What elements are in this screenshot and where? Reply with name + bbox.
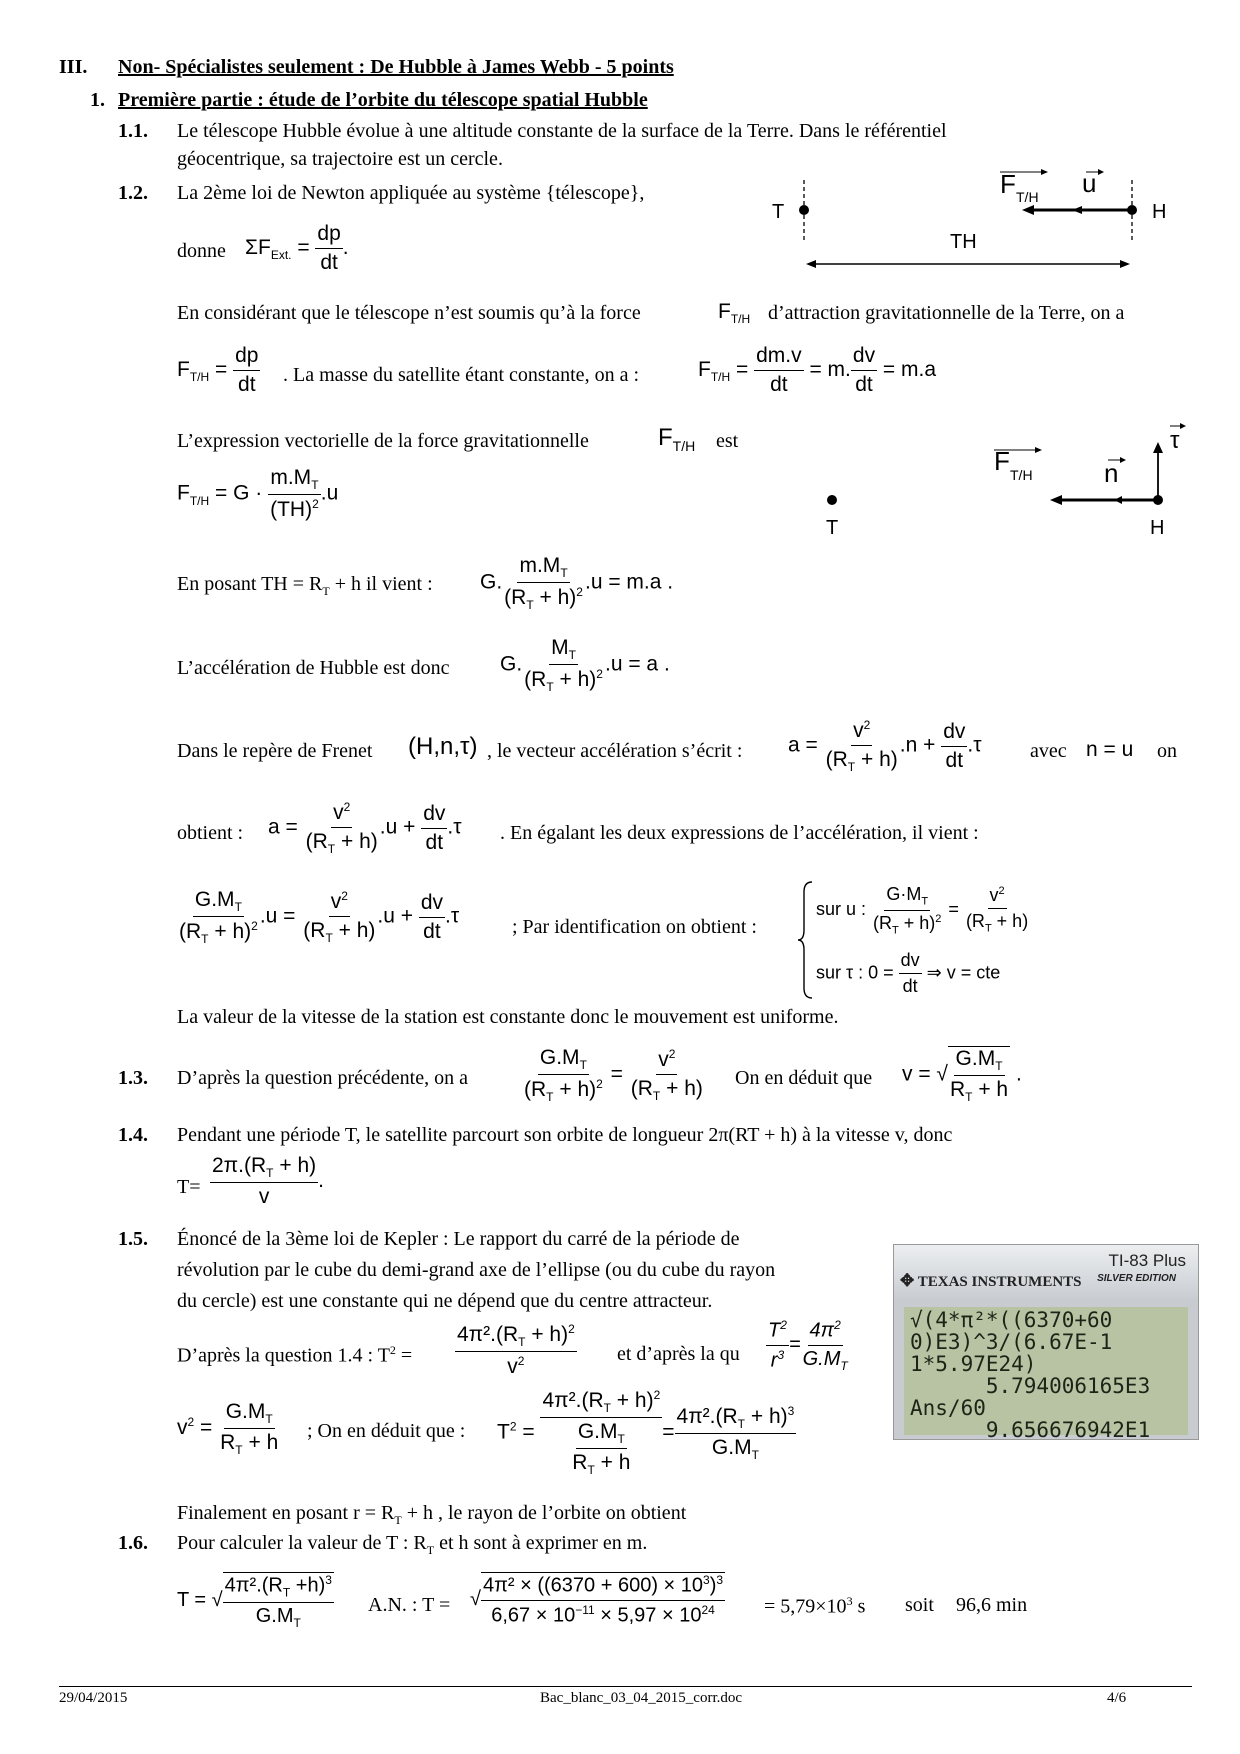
calculator-edition: SILVER EDITION	[1097, 1273, 1176, 1284]
q1-6-soit: soit	[905, 1594, 934, 1616]
calc-line: 1*5.97E24)	[910, 1352, 1037, 1376]
newton-force-equation: $F_{T/H}$ = $\frac{dp}{dt}$	[177, 344, 259, 396]
obtient-acceleration: a = $\frac{v^2}{(R_T + h)}$ .u + $\frac{dv}{dt}$ .τ	[268, 800, 462, 857]
q1-2-acc: L’accélération de Hubble est donc	[177, 657, 450, 679]
identification-tau: sur τ : 0 = $\frac{dv}{dt}$ ⇒ v = cte	[816, 950, 1001, 996]
period-final-formula: T = √ $\frac{4\pi^2.(R_T +h)^3}{G.M_T}$	[177, 1573, 332, 1630]
q1-2-posant: En posant TH = $R_T + h$ il vient :	[177, 573, 433, 598]
diagram1-T-label: T	[772, 201, 785, 223]
q1-4-number: 1.4.	[118, 1124, 148, 1146]
earth-point	[799, 205, 809, 215]
t2-derivation: $T^2$ = $\frac{4\pi^2.(R_T + h)^2}{\frac{G.M_T}{R_T + h}}$ = $\frac{4\pi^2.(R_T + h)^3}{G.M_T}$	[497, 1388, 795, 1478]
system-brace	[796, 880, 816, 1000]
diagram-frenet	[818, 420, 1198, 540]
footer-divider	[59, 1686, 1192, 1687]
q1-2-egalant: . En égalant les deux expressions de l’accélération, il vient :	[500, 822, 979, 844]
q1-2-force-line-b: d’attraction gravitationnelle de la Terre, on a	[768, 302, 1125, 324]
diagram1-TH-label: TH	[950, 231, 977, 253]
q1-5-et: et d’après la qu	[617, 1343, 740, 1365]
v2-formula: $v^2$ = $\frac{G.M_T}{R_T + h}$	[177, 1400, 279, 1458]
q1-2-on: on	[1157, 740, 1177, 762]
diagram2-tau-label: τ	[1170, 427, 1180, 454]
q1-6-text: Pour calculer la valeur de T : $R_T$ et h sont à exprimer en m.	[177, 1532, 648, 1557]
period-numeric-application: √ $\frac{4\pi^2 \times ((6370 + 600) \times 10^3)^3}{6,67 \times 10^{-11} \times 5,97 \times 10^{24}}$	[470, 1573, 724, 1627]
q1-2-line1: La 2ème loi de Newton appliquée au système {télescope},	[177, 182, 645, 204]
footer-page: 4/6	[1107, 1690, 1127, 1706]
diagram2-force-sub: T/H	[1010, 467, 1033, 483]
footer-date: 29/04/2015	[59, 1690, 128, 1706]
section-number: III.	[59, 56, 88, 78]
part-title: Première partie : étude de l’orbite du télescope spatial Hubble	[118, 89, 648, 111]
q1-6-number: 1.6.	[118, 1532, 148, 1554]
q1-2-expr-vect-b: est	[716, 430, 739, 452]
q1-3-b: On en déduit que	[735, 1067, 873, 1089]
q1-2-donne: donne	[177, 240, 226, 262]
q1-5-number: 1.5.	[118, 1228, 148, 1250]
q1-3-a: D’après la question précédente, on a	[177, 1067, 468, 1089]
q1-1-line1: Le télescope Hubble évolue à une altitude constante de la surface de la Terre. Dans le référentiel	[177, 120, 947, 142]
q1-5-line2: révolution par le cube du demi-grand axe de l’ellipse (ou du cube du rayon	[177, 1259, 776, 1281]
velocity-formula: v = √ $\frac{G.M_T}{R_T + h}$ .	[902, 1047, 1022, 1105]
frenet-frame: (H,n,τ)	[408, 733, 478, 760]
calc-line: 9.656676942E1	[910, 1418, 1151, 1442]
diagram1-force-sub: T/H	[1016, 189, 1039, 205]
q1-2-force-line-a: En considérant que le télescope n’est soumis qu’à la force	[177, 302, 641, 324]
calculator-screenshot	[893, 1244, 1199, 1440]
q1-1-number: 1.1.	[118, 120, 148, 142]
q1-5-line3: du cercle) est une constante qui ne dépend que du centre attracteur.	[177, 1290, 713, 1312]
kepler-ratio: $\frac{T^2}{r^3}$ = $\frac{4\pi^2}{G.M_T}$	[768, 1318, 848, 1373]
q1-5-apres: D’après la question 1.4 : $T^2$ =	[177, 1343, 413, 1367]
q1-4-T: T=	[177, 1176, 201, 1198]
footer-file: Bac_blanc_03_04_2015_corr.doc	[540, 1690, 743, 1706]
q1-2-obtient: obtient :	[177, 822, 244, 844]
equality-equation: $\frac{G.M_T}{(R_T + h)^2}$ .u = $\frac{v^2}{(R_T + h)}$ .u + $\frac{dv}{dt}$ .τ	[179, 888, 460, 947]
ti-logo-icon: ✥	[900, 1271, 915, 1290]
calc-line: Ans/60	[910, 1396, 986, 1420]
q1-5-final: Finalement en posant $r = R_T + h$ , le rayon de l’orbite on obtient	[177, 1502, 687, 1527]
q1-2-avec: avec	[1030, 740, 1067, 762]
q1-5-line1: Énoncé de la 3ème loi de Kepler : Le rapport du carré de la période de	[177, 1228, 740, 1250]
q1-1-line2: géocentrique, sa trajectoire est un cercle.	[177, 148, 503, 170]
diagram1-u-label: u	[1082, 168, 1097, 198]
section-title: Non- Spécialistes seulement : De Hubble à James Webb - 5 points	[118, 56, 674, 78]
force-symbol-inline: $F_{T/H}$	[718, 300, 751, 327]
identification-u: sur u : $\frac{G\cdot M_T}{(R_T + h)^2}$ = $\frac{v^2}{(R_T + h)}$	[816, 884, 1029, 937]
diagram1-H-label: H	[1152, 201, 1167, 223]
force-symbol-inline-2: $F_{T/H}$	[658, 424, 696, 454]
diagram2-H-label: H	[1150, 517, 1165, 539]
diagram2-force-label: F	[994, 446, 1010, 476]
q1-2-conclusion: La valeur de la vitesse de la station est constante donc le mouvement est uniforme.	[177, 1006, 839, 1028]
calculator-brand: ✥ TEXAS INSTRUMENTS	[900, 1271, 1082, 1290]
period-result: = $5,79\times 10^3$ s	[764, 1594, 866, 1618]
calculator-display	[904, 1307, 1188, 1442]
calc-line: √(4*π²*((6370+60	[910, 1308, 1113, 1332]
diagram2-T-label: T	[826, 517, 839, 539]
acceleration-equation: G. $\frac{M_T}{(R_T + h)^2}$ .u = a .	[500, 636, 670, 695]
q1-4-text: Pendant une période T, le satellite parcourt son orbite de longueur 2π(RT + h) à la vitesse v, donc	[177, 1124, 953, 1146]
diagram-force-u	[760, 160, 1180, 270]
frenet-acceleration: a = $\frac{v^2}{(R_T + h)}$ .n + $\frac{dv}{dt}$ .τ	[788, 718, 982, 775]
part-number: 1.	[90, 89, 105, 111]
q1-2-number: 1.2.	[118, 182, 148, 204]
gravitation-equation: $F_{T/H} = G$ · $\frac{m.M_T}{(TH)^2}$ .u	[177, 466, 339, 522]
q1-2-expr-vect-a: L’expression vectorielle de la force gravitationnelle	[177, 430, 589, 452]
calculator-model: TI-83 Plus	[1108, 1251, 1186, 1270]
n-equals-u: n = u	[1086, 738, 1134, 761]
q1-2-identification: ; Par identification on obtient :	[512, 916, 757, 938]
calc-line: 5.794006165E3	[910, 1374, 1151, 1398]
q1-2-masse: . La masse du satellite étant constante, on a :	[283, 364, 639, 386]
q1-2-frenet-a: Dans le repère de Frenet	[177, 740, 373, 762]
diagram1-force-label: F	[1000, 169, 1016, 199]
q1-2-frenet-b: , le vecteur accélération s’écrit :	[487, 740, 743, 762]
period-minutes: 96,6 min	[956, 1594, 1028, 1616]
q1-3-equation: $\frac{G.M_T}{(R_T + h)^2}$ = $\frac{v^2}{(R_T + h)}$	[524, 1046, 703, 1105]
earth-point-2	[827, 495, 837, 505]
mass-equation: $F_{T/H}$ = $\frac{dm.v}{dt}$ = m. $\frac{dv}{dt}$ = m.a	[698, 344, 937, 396]
q1-3-number: 1.3.	[118, 1067, 148, 1089]
diagram2-n-label: n	[1104, 458, 1119, 488]
period-formula: $\frac{2\pi.(R_T + h)}{v}$ .	[212, 1154, 324, 1209]
newton-equation: $\Sigma F_{Ext.}$ = $\frac{dp}{dt}$ .	[245, 222, 349, 274]
q1-6-an: A.N. : T =	[368, 1594, 451, 1616]
kepler-t2: $\frac{4\pi^2.(R_T + h)^2}{v^2}$	[457, 1322, 575, 1379]
posant-equation: G. $\frac{m.M_T}{(R_T + h)^2}$ .u = m.a .	[480, 554, 674, 613]
calc-line: 0)E3)^3/(6.67E-1	[910, 1330, 1113, 1354]
q1-5-deduit: ; On en déduit que :	[307, 1420, 466, 1442]
